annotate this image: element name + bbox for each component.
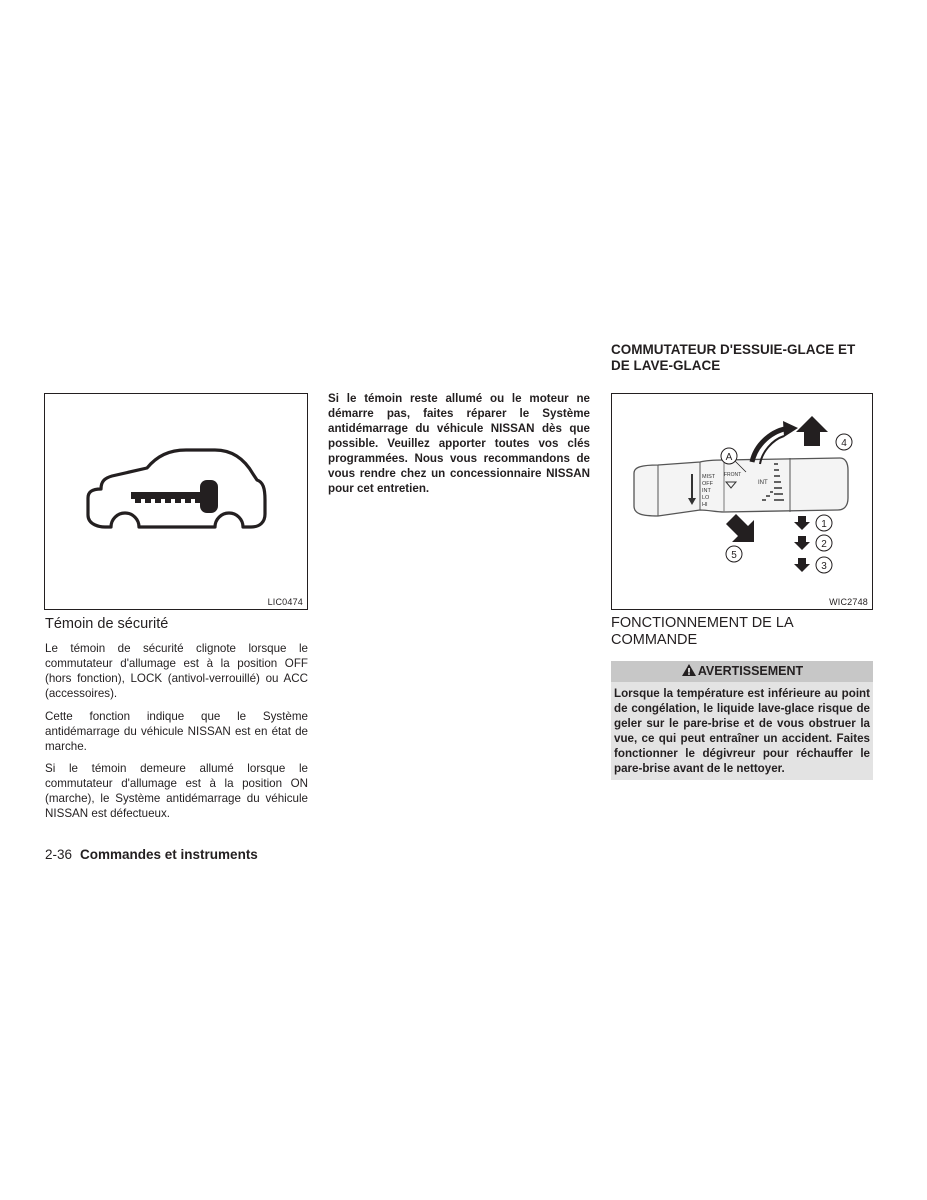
int-ring-label: INT	[758, 480, 768, 486]
callout-3: 3	[821, 561, 827, 572]
operation-heading-line2: COMMANDE	[611, 632, 698, 648]
footer-section: Commandes et instruments	[80, 847, 258, 862]
warning-title: AVERTISSEMENT	[697, 664, 804, 678]
car-with-key-icon	[45, 394, 307, 609]
security-light-heading: Témoin de sécurité	[45, 616, 169, 632]
section-title-line1: COMMUTATEUR D'ESSUIE-GLACE ET	[611, 342, 856, 357]
figure-code: WIC2748	[829, 597, 868, 607]
callout-5: 5	[731, 550, 737, 561]
section-title-line2: DE LAVE-GLACE	[611, 358, 721, 373]
callout-4: 4	[841, 438, 847, 449]
label-hi: HI	[702, 502, 708, 508]
callout-1: 1	[821, 519, 827, 530]
warning-triangle-icon	[681, 663, 697, 677]
label-mist: MIST	[702, 474, 716, 480]
paragraph-1: Le témoin de sécurité clignote lorsque le commutateur d'allumage est à la position OFF (hors fonction), LOCK (antivol-verrouillé) ou ACC (accessoires).	[45, 642, 308, 700]
paragraph-2: Cette fonction indique que le Système antidémarrage du véhicule NISSAN est en état de marche.	[45, 710, 308, 753]
wiper-switch-figure	[611, 393, 873, 610]
callout-a: A	[725, 452, 733, 463]
paragraph-3: Si le témoin demeure allumé lorsque le commutateur d'allumage est à la position ON (marche), le Système antidémarrage du véhicule NISSAN est défectueux.	[45, 762, 308, 820]
callout-2: 2	[821, 539, 827, 550]
wiper-switch-diagram	[612, 394, 872, 609]
page-number: 2-36	[45, 847, 73, 862]
security-light-figure	[44, 393, 308, 610]
operation-heading-line1: FONCTIONNEMENT DE LA	[611, 615, 794, 631]
page-footer	[45, 847, 258, 862]
label-lo: LO	[702, 495, 710, 501]
front-label: FRONT	[724, 472, 742, 478]
label-int: INT	[702, 488, 711, 494]
figure-code: LIC0474	[267, 597, 303, 607]
warning-box	[611, 661, 873, 780]
warning-text: Lorsque la température est inférieure au point de congélation, le liquide lave-glace risque de geler sur le pare-brise et de vous obstruer la vue, ce qui peut entraîner un accident. Faites fonctionner le dégivreur pour réchauffer le pare-brise avant de le nettoyer.	[614, 687, 870, 775]
service-paragraph: Si le témoin reste allumé ou le moteur ne démarre pas, faites réparer le Système antidémarrage du véhicule NISSAN dès que possible. Veuillez apporter toutes vos clés programmées. Nous vous recommandons de vous rendre chez un concessionnaire NISSAN pour cet entretien.	[328, 392, 590, 495]
warning-header	[611, 661, 873, 682]
label-off: OFF	[702, 481, 713, 487]
